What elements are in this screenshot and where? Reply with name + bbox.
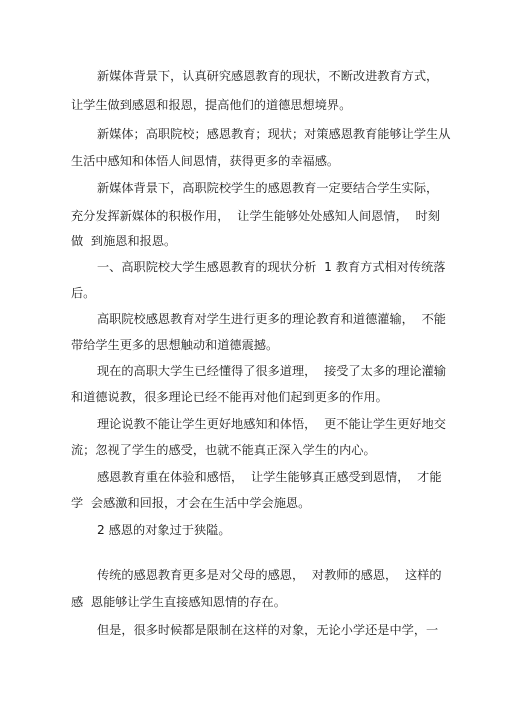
text-line-2: 让学生做到感恩和报恩，提高他们的道德思想境界。: [71, 98, 352, 112]
text-line-14: 理论说教不能让学生更好地感知和体悟， 更不能让学生更好地交: [97, 417, 446, 431]
text-line-12: 现在的高职大学生已经懂得了很多道理， 接受了太多的理论灌输: [97, 364, 446, 378]
text-line-1: 新媒体背景下，认真研究感恩教育的现状，不断改进教育方式，: [97, 69, 439, 83]
text-line-9: 后。: [71, 286, 96, 300]
text-line-6: 充分发挥新媒体的积极作用， 让学生能够处处感知人间恩情， 时刻: [71, 209, 440, 223]
text-line-4: 生活中感知和体悟人间恩情，获得更多的幸福感。: [71, 154, 340, 168]
text-line-16: 感恩教育重在体验和感悟， 让学生能够真正感受到恩情， 才能: [97, 470, 442, 484]
text-line-21: 但是，很多时候都是限制在这样的对象，无论小学还是中学，一: [97, 623, 439, 637]
text-line-13: 和道德说教，很多理论已经不能再对他们起到更多的作用。: [71, 390, 388, 404]
text-line-7: 做 到施恩和报恩。: [71, 234, 177, 248]
text-line-11: 带给学生更多的思想触动和道德震撼。: [71, 338, 279, 352]
text-line-8: 一、高职院校大学生感恩教育的现状分析 1 教育方式相对传统落: [97, 260, 446, 274]
text-line-15: 流；忽视了学生的感受，也就不能真正深入学生的内心。: [71, 443, 376, 457]
text-line-18: 2 感恩的对象过于狭隘。: [97, 523, 231, 537]
text-line-20: 感 恩能够让学生直接感知恩情的存在。: [71, 595, 286, 609]
text-line-10: 高职院校感恩教育对学生进行更多的理论教育和道德灌输， 不能: [97, 312, 446, 326]
text-line-5: 新媒体背景下，高职院校学生的感恩教育一定要结合学生实际，: [97, 181, 439, 195]
text-line-17: 学 会感激和回报，才会在生活中学会施恩。: [71, 496, 311, 510]
text-line-19: 传统的感恩教育更多是对父母的感恩， 对教师的感恩， 这样的: [97, 568, 442, 582]
text-line-3: 新媒体；高职院校；感恩教育；现状；对策感恩教育能够让学生从: [97, 127, 451, 141]
